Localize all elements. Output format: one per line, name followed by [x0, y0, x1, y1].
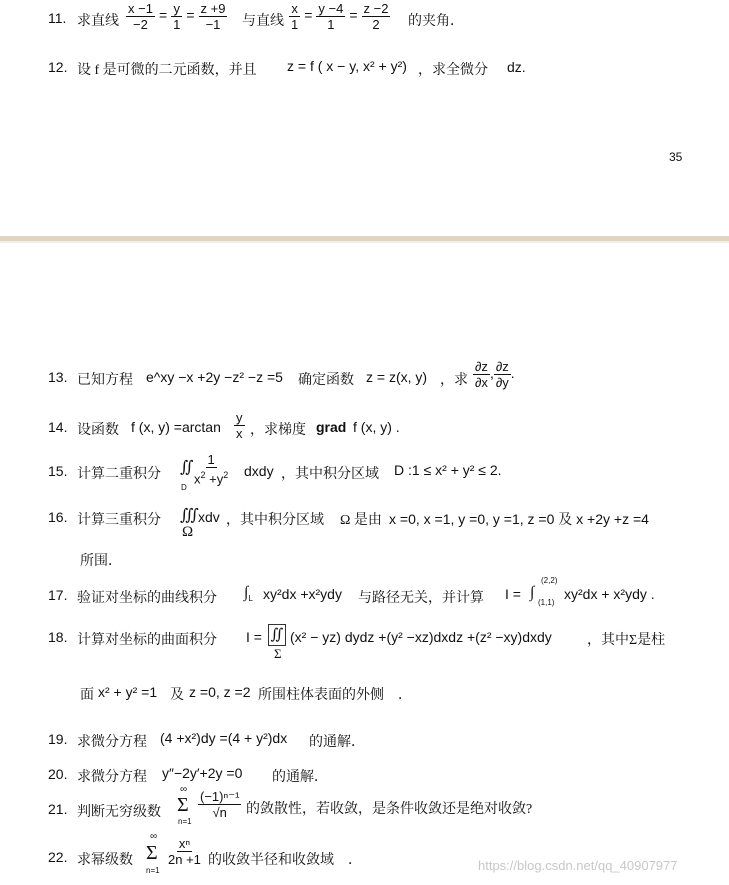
integration-region: D :1 ≤ x² + y² ≤ 2. [394, 462, 502, 478]
problem-text: 设函数 [77, 423, 119, 438]
bounding-planes: z =0, z =2 [189, 684, 251, 700]
problem-number: 12. [48, 59, 68, 75]
problem-number: 11. [48, 10, 67, 26]
integral-region-label: D [181, 483, 187, 492]
line2-tail: 所围柱体表面的外侧 ． [258, 688, 412, 703]
function-formula: z = f ( x − y, x² + y²) [287, 58, 407, 74]
ratio-fraction: $\frac{y}{x}$ [236, 410, 243, 441]
double-integral-sign: ∬ [180, 459, 194, 476]
series-term-fraction: $\frac{\text{(−1)ⁿ⁻¹}}{√n}$ [200, 789, 240, 820]
lower-limit: (1,1) [538, 598, 555, 607]
surface-integrand: (x² − yz) dydz +(y² −xz)dxdz +(z² −xy)dxdy [290, 629, 552, 645]
function-definition: f (x, y) =arctan [131, 419, 221, 435]
and-text: 及 [170, 688, 184, 703]
sum-upper-limit: ∞ [180, 784, 188, 795]
problem-number: 16. [48, 509, 68, 525]
integral-symbol-I: I = [246, 629, 262, 645]
region-omega-text: Ω 是由 [340, 513, 382, 528]
implicit-function: z = z(x, y) [366, 369, 428, 385]
page-number: 35 [669, 150, 683, 164]
page-separator-shadow [0, 241, 729, 243]
integrand-differential: dxdy [244, 463, 274, 479]
bounding-planes: x =0, x =1, y =0, y =1, z =0 及 x +2y +z =4 [389, 511, 649, 527]
watermark-url: https://blog.csdn.net/qq_40907977 [478, 858, 678, 873]
problem-tail-text: 的收敛半径和收敛域 ． [208, 853, 362, 868]
ask-text: ，求 [440, 373, 468, 388]
problem-mid-text: 与路径无关，并计算 [358, 591, 484, 606]
problem-number: 20. [48, 766, 68, 782]
problem-number: 22. [48, 849, 68, 865]
total-differential: dz. [507, 59, 526, 75]
sigma-sum-symbol: Σ [146, 842, 158, 864]
omega-symbol: Ω [182, 524, 194, 540]
differential-equation: y″−2y′+2y =0 [162, 765, 243, 781]
sum-lower-limit: n=1 [146, 866, 160, 875]
sigma-sum-symbol: Σ [177, 794, 189, 816]
problem-tail-text: 的通解． [309, 735, 365, 750]
problem-tail-text: 的敛散性，若收敛，是条件收敛还是绝对收敛? [246, 802, 533, 817]
problem-text: 判断无穷级数 [77, 805, 161, 820]
definite-integral-sign: ∫ [530, 584, 535, 601]
problem-number: 13. [48, 369, 68, 385]
problem-text: 计算三重积分 [77, 513, 161, 528]
sum-upper-limit: ∞ [150, 831, 158, 842]
partial-derivatives: $\frac{\partial z}{\partial x}$ , $\frac{\partial z}{\partial y}$ . [475, 359, 515, 390]
problem-text: 计算对坐标的曲面积分 [77, 633, 217, 648]
grad-argument: f (x, y) . [353, 419, 400, 435]
problem-end-text: 所围． [80, 554, 122, 569]
problem-number: 18. [48, 629, 68, 645]
problem-tail-text: ，求全微分 [418, 63, 488, 78]
problem-mid-text: ，其中积分区域 [226, 513, 324, 528]
problem-number: 21. [48, 801, 68, 817]
problem-tail-text: ，其中Σ是柱 [587, 633, 666, 648]
problem-tail-text: ，求梯度 [250, 423, 306, 438]
equation: e^xy −x +2y −z² −z =5 [146, 369, 283, 385]
problem-tail-text: 的通解． [272, 770, 328, 785]
sum-lower-limit: n=1 [178, 817, 192, 826]
problem-lead-text: 求直线 [77, 14, 119, 29]
cylinder-equation: x² + y² =1 [98, 684, 158, 700]
differential-equation: (4 +x²)dy =(4 + y²)dx [160, 730, 288, 746]
line-integrand: xy²dx +x²ydy [263, 586, 342, 602]
fraction-2: $\frac{x}{1}$ = $\frac{y -4}{1}$ = $\frac{z -2}{2}$ [291, 1, 389, 32]
problem-tail-text: 的夹角． [408, 14, 464, 29]
problem-text: 已知方程 [77, 373, 133, 388]
problem-number: 15. [48, 463, 68, 479]
problem-text: 设 f 是可微的二元函数，并且 [77, 63, 257, 78]
line2-lead: 面 [80, 688, 94, 703]
problem-number: 19. [48, 731, 68, 747]
problem-number: 14. [48, 419, 68, 435]
line-integral-sign: $\int_L$ [244, 584, 253, 604]
integrand-fraction: $\frac{1}{x^2 +y^2}$ [194, 452, 229, 487]
integrand: xdv [198, 509, 220, 525]
grad-operator: grad [316, 419, 347, 435]
problem-tail-text: ，其中积分区域 [281, 467, 379, 482]
connector-text: 与直线 [242, 14, 284, 29]
problem-text: 计算二重积分 [77, 467, 161, 482]
problem-text: 求微分方程 [77, 735, 147, 750]
definite-integrand: xy²dx + x²ydy . [564, 586, 655, 602]
power-series-term: $\frac{\text{xⁿ}}{2n +1}$ [168, 836, 201, 867]
problem-text: 验证对坐标的曲线积分 [77, 591, 217, 606]
problem-number: 17. [48, 587, 68, 603]
surface-integral-sign: ∬ [268, 624, 286, 646]
sigma-surface-label: Σ [274, 646, 282, 661]
integral-symbol-I: I = [505, 586, 521, 602]
problem-mid-text: 确定函数 [298, 373, 354, 388]
triple-integral-sign: ∭ [180, 507, 199, 524]
problem-text: 求幂级数 [77, 853, 133, 868]
fraction-1: $\frac{x -1}{-2}$ = $\frac{y}{1}$ = $\frac{z +9}{-1}$ [128, 1, 226, 32]
upper-limit: (2,2) [541, 576, 558, 585]
problem-text: 求微分方程 [77, 770, 147, 785]
